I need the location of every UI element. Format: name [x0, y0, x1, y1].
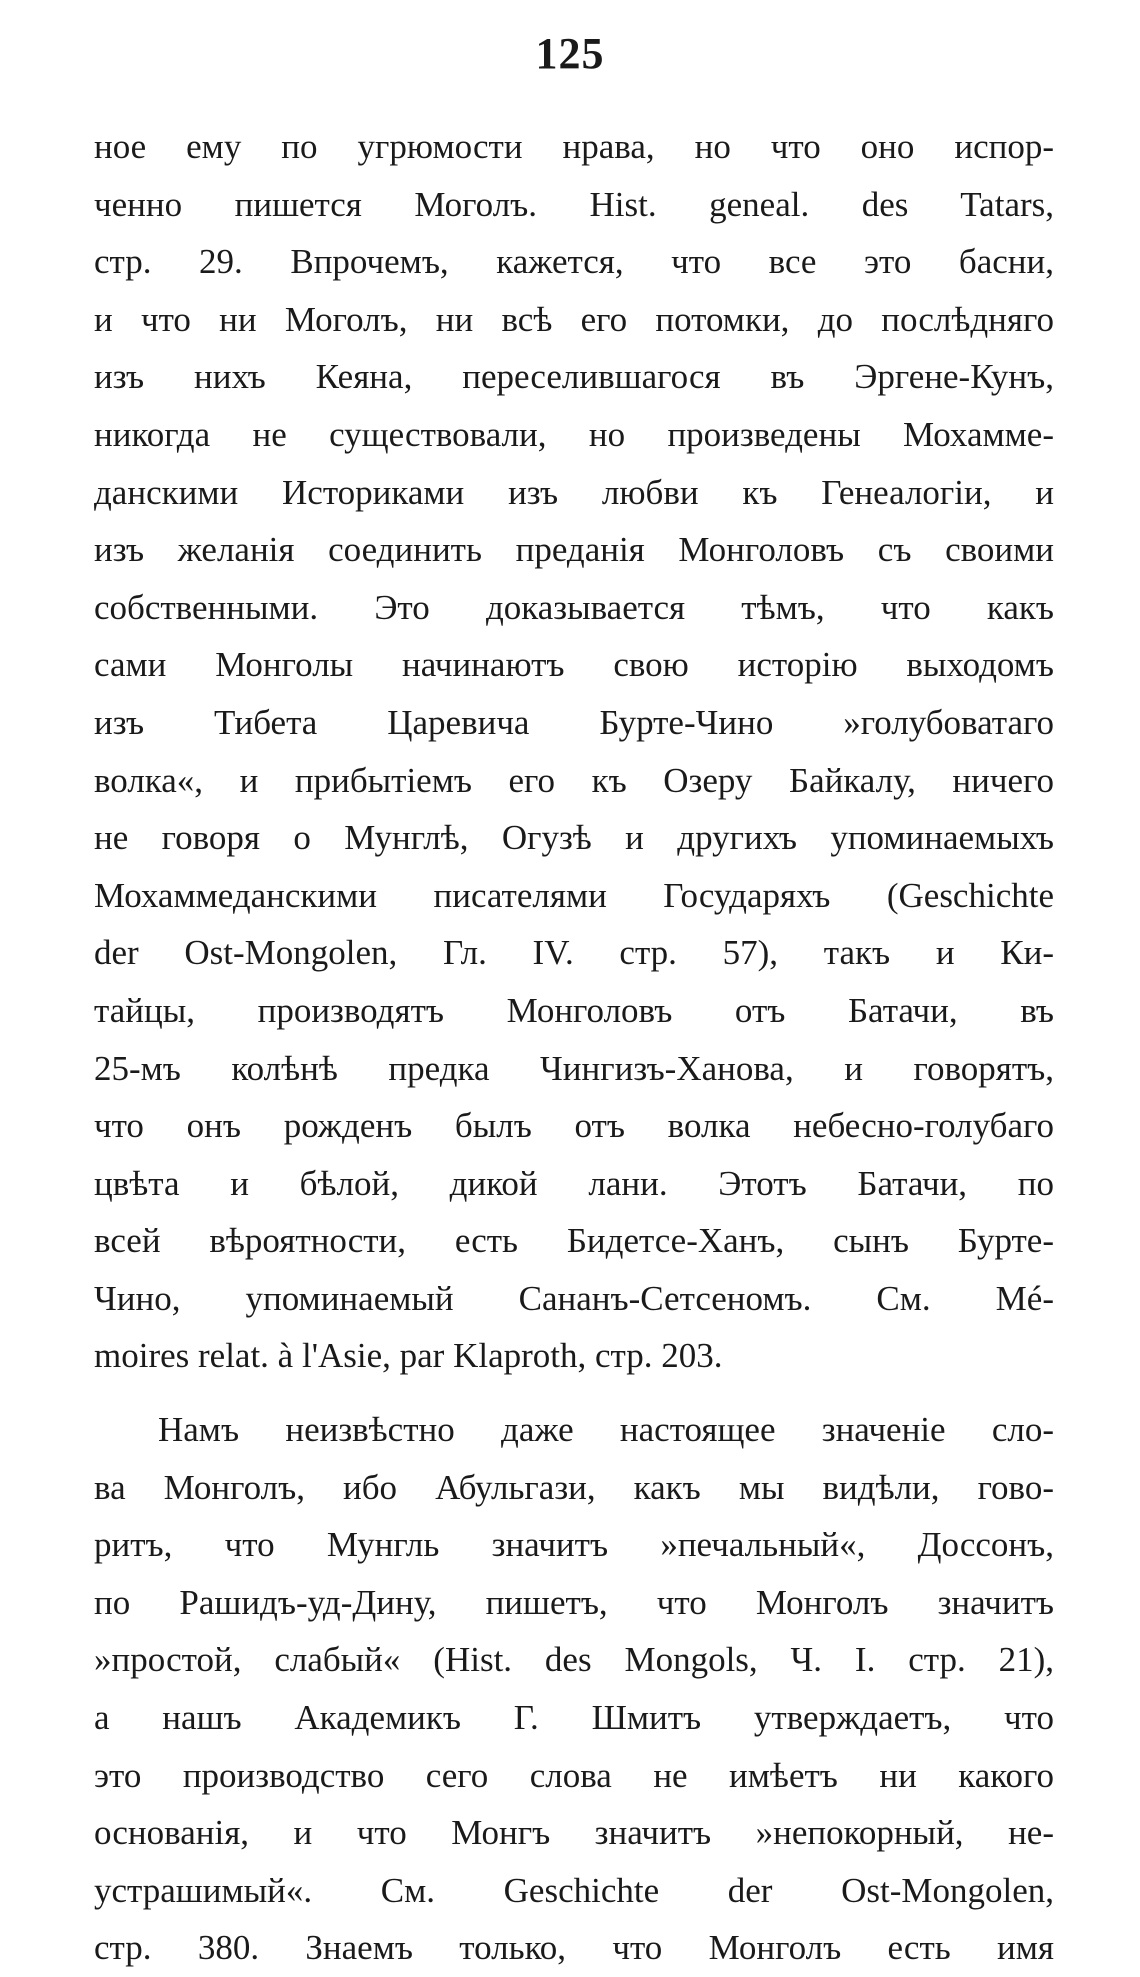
text-line: основанія, и что Монгъ значитъ »непокорный, не-: [94, 1813, 1054, 1853]
text-line: изъ желанія соединить преданія Монголовъ съ своими: [94, 530, 1054, 570]
paragraph-1: [94, 118, 1054, 1385]
text-line: тайцы, производятъ Монголовъ отъ Батачи, въ: [94, 990, 1054, 1030]
text-line: а нашъ Академикъ Г. Шмитъ утверждаетъ, что: [94, 1698, 1054, 1738]
text-line: Чино, упоминаемый Сананъ-Сетсеномъ. См. Mé-: [94, 1278, 1054, 1318]
text-line: стр. 29. Впрочемъ, кажется, что все это басни,: [94, 242, 1054, 282]
text-line: изъ Тибета Царевича Бурте-Чино »голубоватаго: [94, 702, 1054, 742]
text-line: »простой, слабый« (Hist. des Mongols, Ч. I. стр. 21),: [94, 1640, 1054, 1680]
text-line: собственными. Это доказывается тѣмъ, что какъ: [94, 587, 1054, 627]
text-line: изъ нихъ Кеяна, переселившагося въ Эргене-Кунъ,: [94, 357, 1054, 397]
text-line: устрашимый«. См. Geschichte der Ost-Mongolen,: [94, 1870, 1054, 1910]
text-line: по Рашидъ-уд-Дину, пишетъ, что Монголъ значитъ: [94, 1582, 1054, 1622]
text-line: это производство сего слова не имѣетъ ни какого: [94, 1755, 1054, 1795]
text-line: 25-мъ колѣнѣ предка Чингизъ-Ханова, и говорятъ,: [94, 1048, 1054, 1088]
text-line: ва Монголъ, ибо Абульгази, какъ мы видѣли, гово-: [94, 1467, 1054, 1507]
text-line: не говоря о Мунглѣ, Огузѣ и другихъ упоминаемыхъ: [94, 818, 1054, 858]
body-text: [94, 118, 1054, 1977]
text-line: ное ему по угрюмости нрава, но что оно испор-: [94, 127, 1054, 166]
text-line: никогда не существовали, но произведены Мохамме-: [94, 414, 1054, 454]
text-line: волка«, и прибытіемъ его къ Озеру Байкалу, ничего: [94, 760, 1054, 800]
text-line: сами Монголы начинаютъ свою исторію выходомъ: [94, 645, 1054, 685]
text-line: стр. 380. Знаемъ только, что Монголъ есть имя: [94, 1928, 1054, 1968]
text-line: цвѣта и бѣлой, дикой лани. Этотъ Батачи, по: [94, 1163, 1054, 1203]
text-line: ритъ, что Мунгль значитъ »печальный«, Доссонъ,: [94, 1525, 1054, 1565]
text-line: всей вѣроятности, есть Бидетсе-Ханъ, сынъ Бурте-: [94, 1221, 1054, 1261]
text-line: ченно пишется Моголъ. Hist. geneal. des Tatars,: [94, 184, 1054, 224]
text-line: der Ost-Mongolen, Гл. IV. стр. 57), такъ и Ки-: [94, 933, 1054, 973]
text-line: Намъ неизвѣстно даже настоящее значеніе сло-: [158, 1410, 1054, 1450]
text-line: moires relat. à l'Asie, par Klaproth, стр. 203.: [94, 1336, 723, 1376]
paragraph-2: [94, 1401, 1054, 1977]
text-line: данскими Историками изъ любви къ Генеалогіи, и: [94, 472, 1054, 512]
page-number: 125: [535, 29, 605, 78]
text-line: что онъ рожденъ былъ отъ волка небесно-голубаго: [94, 1106, 1054, 1146]
text-line: Мохаммеданскими писателями Государяхъ (Geschichte: [94, 875, 1054, 915]
text-line: и что ни Моголъ, ни всѣ его потомки, до послѣдняго: [94, 299, 1054, 339]
